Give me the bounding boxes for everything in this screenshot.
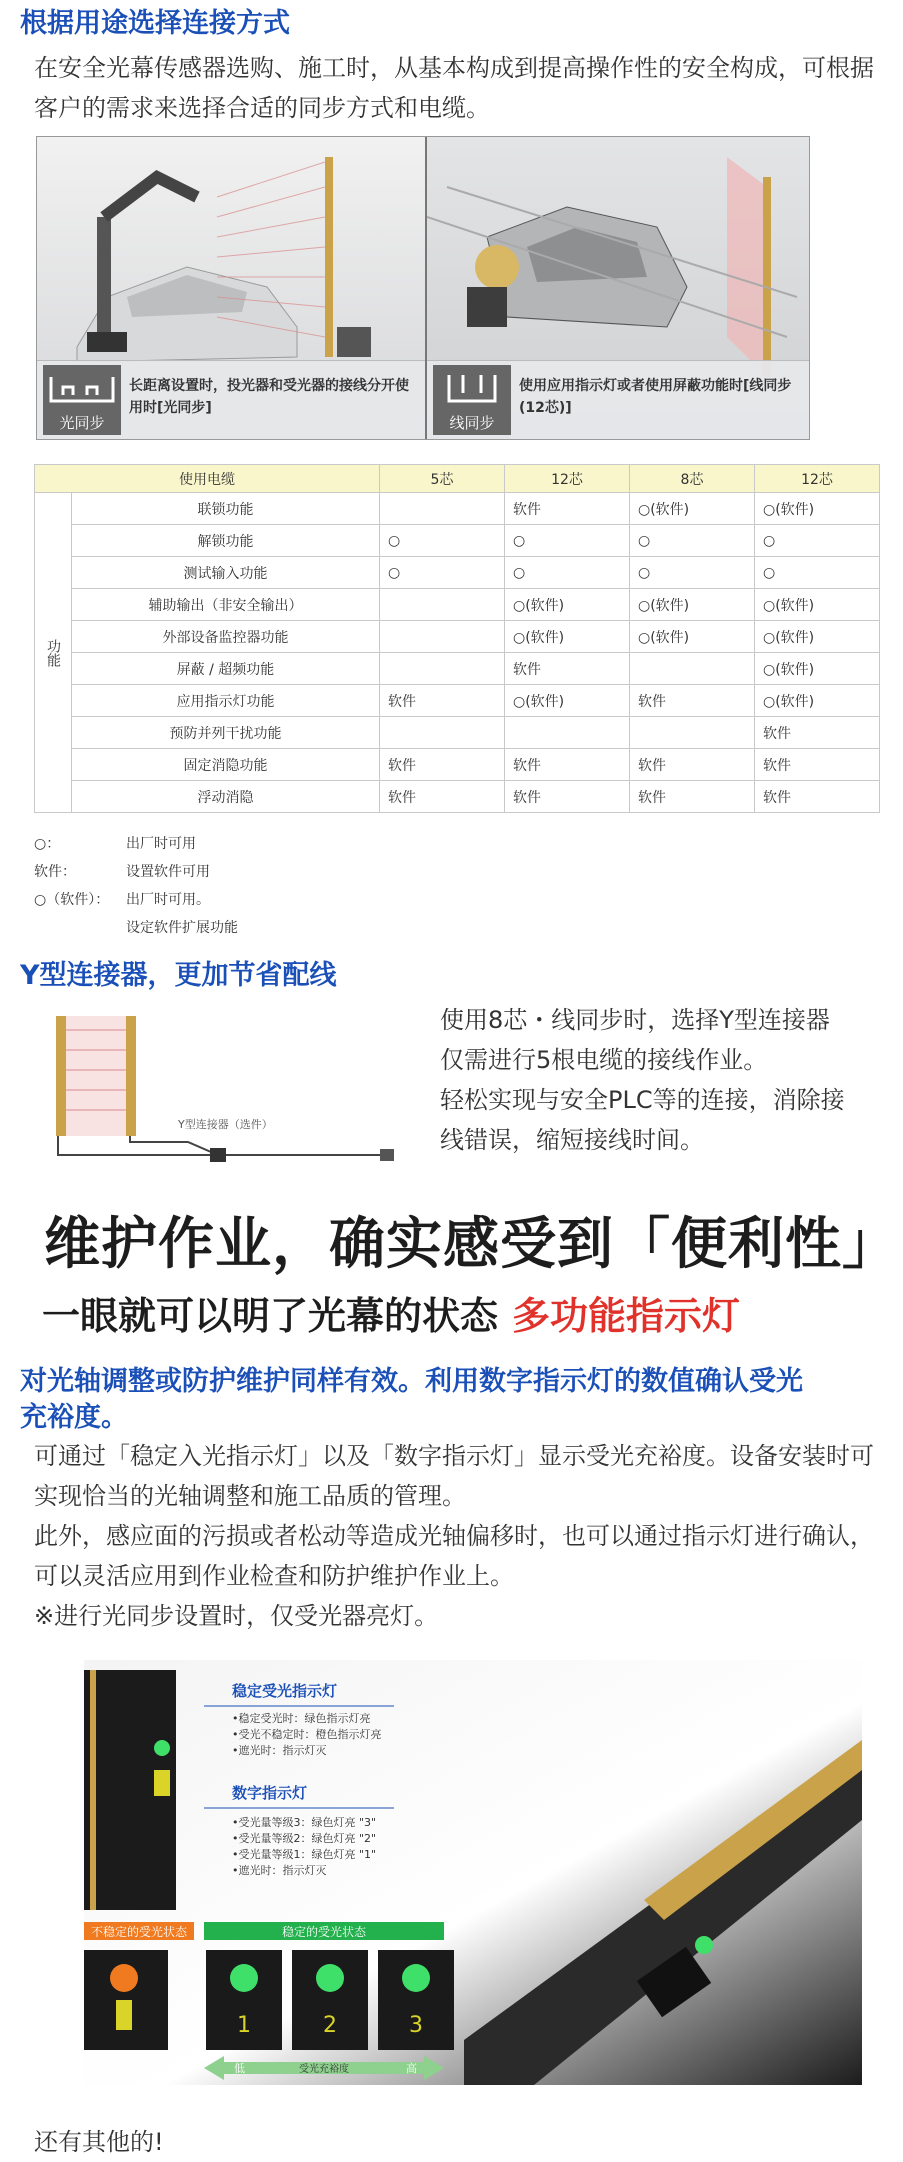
margin-label: 受光充裕度 — [299, 2064, 349, 2075]
table-header-cell: 使用电缆 — [35, 465, 380, 493]
function-side-label: 功能 — [35, 493, 72, 813]
note-row — [34, 914, 238, 942]
function-name-cell: 预防并列干扰功能 — [72, 717, 380, 749]
digit-display: 3 — [409, 2013, 423, 2038]
table-cell: ○(软件) — [755, 589, 880, 621]
table-row — [35, 525, 880, 557]
table-row — [35, 749, 880, 781]
stable-indicator-title: 稳定受光指示灯 — [232, 1682, 338, 1700]
function-name-cell: 固定消隐功能 — [72, 749, 380, 781]
note-key: ○： — [34, 836, 61, 852]
table-cell — [380, 653, 505, 685]
high-label: 高 — [406, 2062, 417, 2075]
optical-sync-panel — [37, 137, 427, 439]
banner-highlight: 多功能指示灯 — [512, 1294, 741, 1338]
note-row — [34, 886, 238, 914]
section-title-connection: 根据用途选择连接方式 — [20, 8, 290, 39]
table-header-cell: 5芯 — [380, 465, 505, 493]
table-row — [35, 493, 880, 525]
note-value: 设定软件扩展功能 — [126, 920, 238, 936]
section-title-indicator — [20, 1364, 890, 1436]
indicator-note: ※进行光同步设置时，仅受光器亮灯。 — [34, 1602, 439, 1630]
wired-sync-icon — [433, 365, 511, 411]
table-row — [35, 589, 880, 621]
table-cell: ○(软件) — [630, 621, 755, 653]
y-connector-diagram — [48, 1010, 408, 1170]
indicator-paragraph-1: 可通过「稳定入光指示灯」以及「数字指示灯」显示受光充裕度。设备安装时可实现恰当的光轴调整和施工品质的管理。 — [34, 1442, 874, 1510]
unstable-label: 不稳定的受光状态 — [90, 1925, 188, 1939]
y-connector-illustration — [48, 1010, 408, 1170]
low-label: 低 — [234, 2062, 245, 2075]
table-cell: ○ — [380, 525, 505, 557]
table-row — [35, 557, 880, 589]
table-cell: 软件 — [755, 781, 880, 813]
function-name-cell: 外部设备监控器功能 — [72, 621, 380, 653]
indicator-illustration — [84, 1660, 862, 2085]
table-cell — [380, 493, 505, 525]
table-cell — [380, 621, 505, 653]
function-table — [34, 464, 880, 813]
digit-item: •受光量等级1：绿色灯亮 "1" — [232, 1848, 377, 1861]
table-cell: ○(软件) — [755, 685, 880, 717]
table-cell: 软件 — [380, 781, 505, 813]
more-link-text: 还有其他的! — [34, 2128, 164, 2156]
table-cell: 软件 — [755, 717, 880, 749]
table-cell: ○ — [630, 557, 755, 589]
stable-item: •稳定受光时：绿色指示灯亮 — [232, 1712, 371, 1725]
caption-bar-wired — [427, 360, 809, 439]
table-cell: ○ — [380, 557, 505, 589]
optical-sync-badge — [43, 365, 121, 435]
table-cell: 软件 — [630, 781, 755, 813]
digit-item: •受光量等级2：绿色灯亮 "2" — [232, 1832, 377, 1845]
table-header-cell: 8芯 — [630, 465, 755, 493]
title-line: 对光轴调整或防护维护同样有效。利用数字指示灯的数值确认受光 — [20, 1366, 803, 1397]
table-cell: 软件 — [630, 749, 755, 781]
optical-sync-icon — [43, 365, 121, 411]
function-name-cell: 浮动消隐 — [72, 781, 380, 813]
function-name-cell: 屏蔽 / 超频功能 — [72, 653, 380, 685]
table-cell: ○(软件) — [505, 589, 630, 621]
y-connector-caption: Y型连接器（选件） — [178, 1118, 273, 1131]
maintenance-banner-subline — [42, 1285, 740, 1340]
note-row — [34, 858, 238, 886]
table-cell: ○(软件) — [505, 621, 630, 653]
table-cell: 软件 — [755, 749, 880, 781]
wired-sync-caption: 使用应用指示灯或者使用屏蔽功能时[线同步(12芯)] — [519, 378, 792, 416]
table-cell: ○ — [505, 525, 630, 557]
description-line: 使用8芯・线同步时，选择Y型连接器 — [440, 1006, 830, 1034]
note-key — [34, 914, 126, 942]
note-value: 出厂时可用 — [126, 836, 196, 852]
note-key: 软件： — [34, 864, 76, 880]
stable-item: •遮光时：指示灯灭 — [232, 1744, 327, 1757]
table-cell — [630, 653, 755, 685]
note-key: ○（软件）： — [34, 892, 110, 908]
function-name-cell: 联锁功能 — [72, 493, 380, 525]
function-name-cell: 测试输入功能 — [72, 557, 380, 589]
table-cell — [380, 589, 505, 621]
legend-notes — [34, 830, 238, 942]
wired-sync-panel — [427, 137, 809, 439]
wired-sync-badge — [433, 365, 511, 435]
stable-item: •受光不稳定时：橙色指示灯亮 — [232, 1728, 382, 1741]
note-row — [34, 830, 238, 858]
table-cell: ○ — [755, 557, 880, 589]
table-cell: 软件 — [380, 749, 505, 781]
digit-display: 1 — [237, 2013, 251, 2038]
banner-subline-text: 一眼就可以明了光幕的状态 — [42, 1294, 499, 1338]
table-header-cell: 12芯 — [505, 465, 630, 493]
table-cell: 软件 — [630, 685, 755, 717]
table-cell: 软件 — [380, 685, 505, 717]
sync-method-photo — [36, 136, 810, 440]
note-value: 设置软件可用 — [126, 864, 210, 880]
table-cell: ○(软件) — [630, 589, 755, 621]
table-cell: ○(软件) — [755, 653, 880, 685]
table-cell — [505, 717, 630, 749]
table-row — [35, 717, 880, 749]
table-row — [35, 685, 880, 717]
digit-display: 2 — [323, 2013, 337, 2038]
stable-label: 稳定的受光状态 — [281, 1925, 367, 1939]
table-cell: ○(软件) — [755, 621, 880, 653]
title-line: 充裕度。 — [20, 1402, 128, 1433]
function-name-cell: 应用指示灯功能 — [72, 685, 380, 717]
section-intro: 在安全光幕传感器选购、施工时，从基本构成到提高操作性的安全构成，可根据客户的需求来选择合适的同步方式和电缆。 — [34, 54, 874, 122]
table-cell — [380, 717, 505, 749]
y-connector-description — [440, 1000, 880, 1160]
table-header-row — [35, 465, 880, 493]
function-name-cell: 解锁功能 — [72, 525, 380, 557]
table-cell: ○(软件) — [755, 493, 880, 525]
optical-sync-label: 光同步 — [59, 414, 105, 432]
table-cell: ○(软件) — [505, 685, 630, 717]
table-cell: ○ — [505, 557, 630, 589]
digit-item: •受光量等级3：绿色灯亮 "3" — [232, 1816, 377, 1829]
description-line: 轻松实现与安全PLC等的连接，消除接 — [440, 1086, 845, 1114]
caption-bar-optical — [37, 360, 425, 439]
table-row — [35, 653, 880, 685]
table-row — [35, 781, 880, 813]
table-cell: ○ — [630, 525, 755, 557]
function-name-cell: 辅助输出（非安全输出） — [72, 589, 380, 621]
description-line: 仅需进行5根电缆的接线作业。 — [440, 1046, 768, 1074]
maintenance-banner-headline: 维护作业，确实感受到「便利性」 — [44, 1212, 899, 1277]
table-cell: 软件 — [505, 653, 630, 685]
wired-sync-label: 线同步 — [449, 414, 495, 432]
section-title-y-connector: Y型连接器，更加节省配线 — [20, 960, 337, 991]
indicator-paragraph-2: 此外，感应面的污损或者松动等造成光轴偏移时，也可以通过指示灯进行确认，可以灵活应用到作业检查和防护维护作业上。 — [34, 1522, 874, 1590]
table-header-cell: 12芯 — [755, 465, 880, 493]
note-value: 出厂时可用。 — [126, 892, 210, 908]
table-row — [35, 621, 880, 653]
table-cell — [630, 717, 755, 749]
table-cell: ○ — [755, 525, 880, 557]
table-cell: 软件 — [505, 493, 630, 525]
digit-indicator-title: 数字指示灯 — [232, 1784, 308, 1802]
table-cell: 软件 — [505, 749, 630, 781]
digit-item: •遮光时：指示灯灭 — [232, 1864, 327, 1877]
table-cell: 软件 — [505, 781, 630, 813]
optical-sync-caption: 长距离设置时，投光器和受光器的接线分开使用时[光同步] — [129, 378, 409, 416]
description-line: 线错误，缩短接线时间。 — [440, 1126, 704, 1154]
table-cell: ○(软件) — [630, 493, 755, 525]
indicator-diagram — [84, 1660, 862, 2085]
